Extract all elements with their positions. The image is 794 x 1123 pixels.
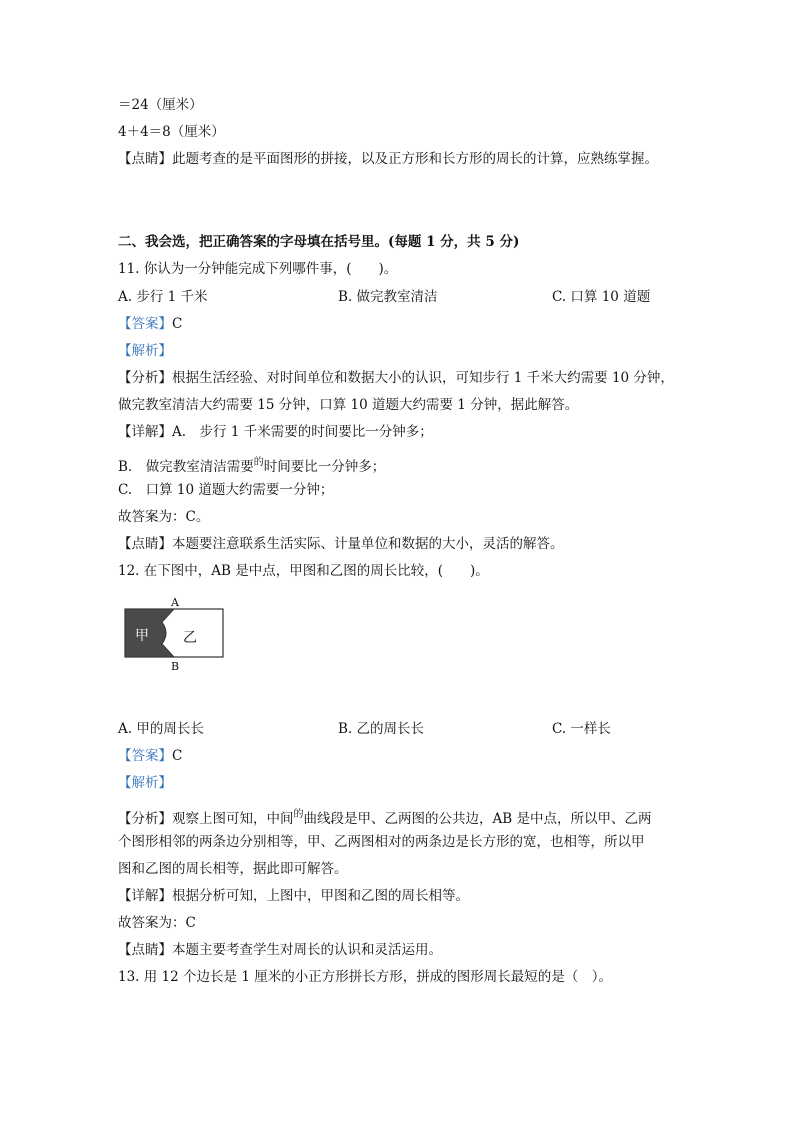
answer-value: C — [172, 748, 183, 764]
fenxi-sup: 的 — [293, 809, 304, 820]
q12-stem: 12. 在下图中，AB 是中点，甲图和乙图的周长比较，( )。 — [118, 563, 489, 579]
label-a: A — [171, 596, 179, 609]
dianjing-text: 此题考查的是平面图形的拼接，以及正方形和长方形的周长的计算，应熟练掌握。 — [172, 151, 658, 167]
dianjing-text: 本题主要考查学生对周长的认识和灵活运用。 — [172, 942, 442, 958]
section-title: 二、我会选，把正确答案的字母填在括号里。(每题 1 分，共 5 分) — [118, 234, 520, 250]
q11-fenxi-2: 做完教室清洁大约需要 15 分钟，口算 10 道题大约需要 1 分钟，据此解答。 — [118, 397, 579, 413]
q12-analysis-tag: 【解析】 — [118, 775, 172, 791]
dianjing-text: 本题要注意联系生活实际、计量单位和数据的大小，灵活的解答。 — [172, 536, 564, 552]
q11-dianjing — [118, 535, 564, 553]
answer-tag: 【答案】 — [118, 316, 172, 332]
q11-analysis-tag: 【解析】 — [118, 343, 172, 359]
detail-sup: 的 — [253, 457, 264, 468]
fenxi-tag: 【分析】 — [118, 811, 172, 827]
q11-option-c: C. 口算 10 道题 — [552, 289, 651, 305]
fenxi-text-1: 根据生活经验、对时间单位和数据大小的认识，可知步行 1 千米大约需要 10 分钟， — [172, 370, 674, 386]
detail-text-2b: 时间要比一分钟多； — [263, 459, 386, 475]
fenxi-text-1b: 曲线段是甲、乙两图的公共边，AB 是中点，所以甲、乙两 — [303, 811, 652, 827]
answer-tag: 【答案】 — [118, 748, 172, 764]
dianjing-tag: 【点睛】 — [118, 151, 172, 167]
q13-stem: 13. 用 12 个边长是 1 厘米的小正方形拼长方形，拼成的图形周长最短的是（ ）。 — [118, 969, 612, 985]
detail-tag: 【详解】 — [118, 888, 172, 904]
q12-detail — [118, 887, 469, 905]
q12-option-b: B. 乙的周长长 — [338, 721, 425, 737]
q12-fenxi-3: 图和乙图的周长相等，据此即可解答。 — [118, 861, 348, 877]
q12-answer — [118, 747, 182, 765]
label-yi: 乙 — [183, 630, 197, 646]
q12-fenxi-2: 个图形相邻的两条边分别相等，甲、乙两图相对的两条边是长方形的宽，也相等，所以甲 — [118, 834, 645, 850]
calc-line-2: 4＋4＝8（厘米） — [118, 124, 225, 140]
q11-fenxi-1 — [118, 369, 674, 387]
q11-detail-2 — [118, 454, 385, 476]
calc-line-1: ＝24（厘米） — [118, 97, 203, 113]
dianjing-tag: 【点睛】 — [118, 942, 172, 958]
q12-figure — [120, 596, 230, 674]
q11-option-b: B. 做完教室清洁 — [338, 289, 438, 305]
q11-detail-1 — [118, 423, 433, 441]
answer-value: C — [172, 316, 183, 332]
q11-stem: 11. 你认为一分钟能完成下列哪件事，( )。 — [118, 261, 398, 277]
q12-dianjing — [118, 941, 442, 959]
detail-text-1: A. 步行 1 千米需要的时间要比一分钟多； — [172, 424, 433, 440]
dianjing-tag: 【点睛】 — [118, 536, 172, 552]
q12-conclusion: 故答案为：C — [118, 915, 196, 931]
q11-conclusion: 故答案为：C。 — [118, 509, 210, 525]
q11-option-a: A. 步行 1 千米 — [118, 289, 208, 305]
detail-text: 根据分析可知，上图中，甲图和乙图的周长相等。 — [172, 888, 469, 904]
fenxi-tag: 【分析】 — [118, 370, 172, 386]
dianjing-line — [118, 150, 658, 168]
q11-detail-3: C. 口算 10 道题大约需要一分钟； — [118, 482, 334, 498]
q12-fenxi-1 — [118, 806, 651, 828]
q12-option-c: C. 一样长 — [552, 721, 611, 737]
label-b: B — [171, 660, 180, 673]
fenxi-text-1a: 观察上图可知，中间 — [172, 811, 294, 827]
q12-option-a: A. 甲的周长长 — [118, 721, 204, 737]
detail-text-2a: B. 做完教室清洁需要 — [118, 459, 254, 475]
q11-answer — [118, 315, 182, 333]
detail-tag: 【详解】 — [118, 424, 172, 440]
label-jia: 甲 — [135, 628, 149, 644]
